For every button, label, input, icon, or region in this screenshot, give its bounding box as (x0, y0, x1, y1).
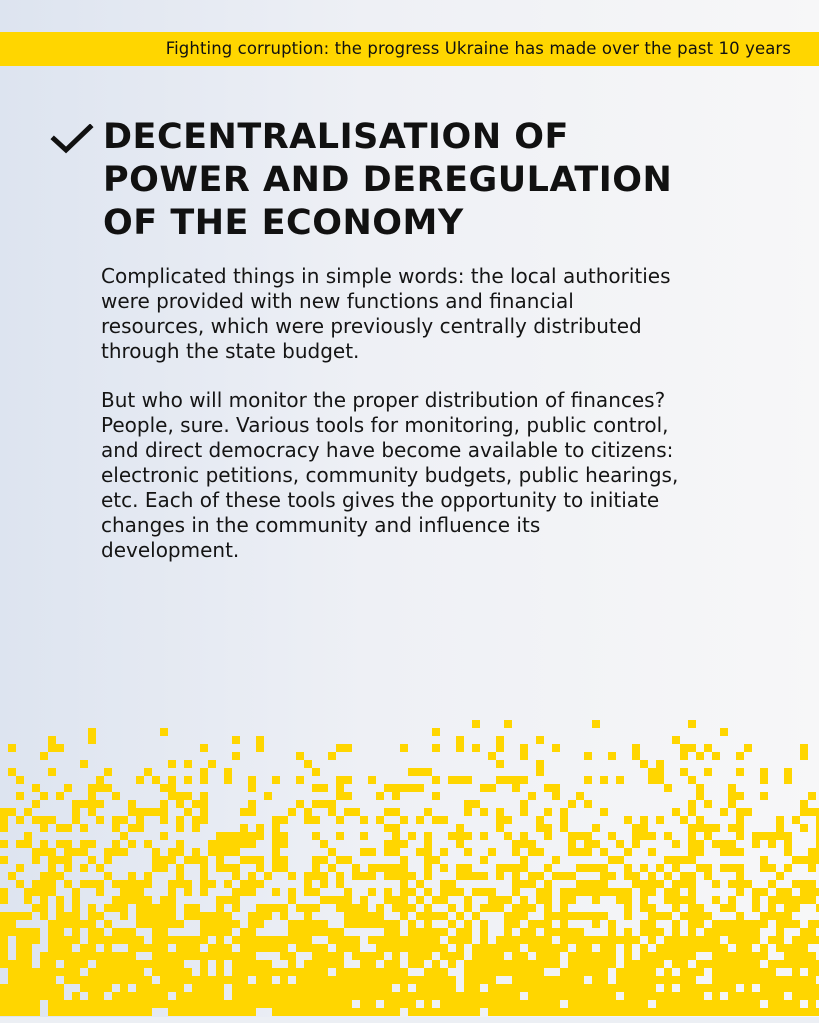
paragraph-line: and direct democracy have become available to citizens: (101, 438, 674, 462)
heading-line: DECENTRALISATION OF (103, 117, 569, 157)
bottom-edge (0, 1017, 819, 1023)
paragraph-line: People, sure. Various tools for monitoring, public control, (101, 413, 669, 437)
paragraph-line: electronic petitions, community budgets, public hearings, (101, 463, 679, 487)
paragraph-line: But who will monitor the proper distribution of finances? (101, 388, 666, 412)
paragraph-line: resources, which were previously centrally distributed (101, 314, 642, 338)
paragraph-line: changes in the community and influence its (101, 513, 541, 537)
paragraph-line: development. (101, 538, 240, 562)
paragraph-line: were provided with new functions and financial (101, 289, 574, 313)
heading-line: OF THE ECONOMY (103, 203, 464, 243)
paragraph-line: etc. Each of these tools gives the opportunity to initiate (101, 488, 660, 512)
heading-line: POWER AND DEREGULATION (103, 160, 673, 200)
paragraph-line: Complicated things in simple words: the local authorities (101, 264, 671, 288)
banner-title: Fighting corruption: the progress Ukraine has made over the past 10 years (165, 39, 791, 58)
paragraph-line: through the state budget. (101, 339, 360, 363)
